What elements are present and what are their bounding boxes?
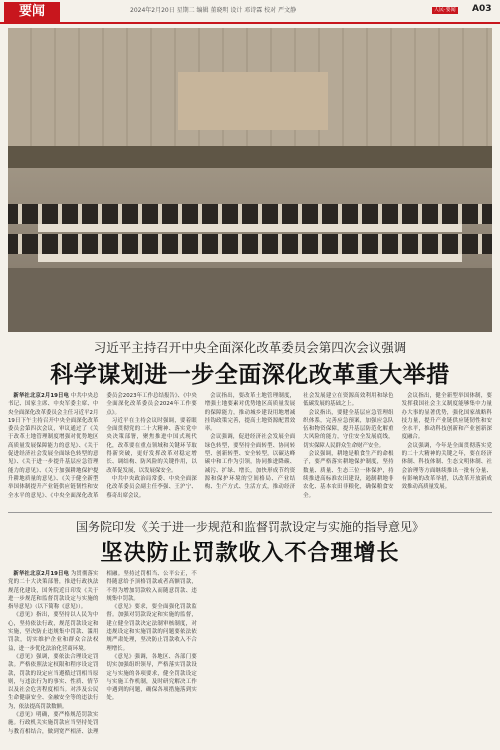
article2-kicker: 国务院印发《关于进一步规范和监督罚款设定与实施的指导意见》 <box>75 520 424 534</box>
article2-paragraph: 新华社北京2月19日电 为贯彻落实党的二十大决策部署，推进行政执法规范化建设，国务院近日印发《关于进一步规范和监督罚款设定与实施的指导意见》（以下简称《意见》）。 <box>8 571 99 611</box>
article1-paragraph: 会议指出，要改革土地管理制度，增强土地要素对优势地区高质量发展的保障能力，推动城乡建设用地增减挂钩政策完善，提高土地资源配置效率。 <box>204 393 296 433</box>
photo-dais <box>8 146 492 168</box>
photo-attendee-row <box>8 204 492 224</box>
article1-headline: 科学谋划进一步全面深化改革重大举措 <box>50 362 450 388</box>
article1-paragraph: 中共中央政治局常委、中央全面深化改革委员会副主任李强、王沪宁、蔡奇出席会议。 <box>106 475 197 499</box>
article2-paragraph: 《意见》强调，要依法合理设定罚款。严格依照法定权限和程序设定罚款，罚款的设定应当遵循过罚相当原则，与违法行为的事实、性质、情节以及社会危害程度相当。对涉及公民生命健康安全、金融安全等的违法行为，依法提高罚款数额。 <box>8 653 99 710</box>
article1-body <box>8 392 492 508</box>
section-tag: 要闻 <box>4 2 60 22</box>
photo-attendee-row <box>8 234 492 254</box>
article1-paragraph: 会议指出，健全新型举国体制，要发挥我国社会主义制度能够集中力量办大事的显著优势，强化国家战略科技力量，提升产业链供应链韧性和安全水平，推动科技创新和产业创新深度融合。 <box>401 393 492 441</box>
article1-paragraph: 会议强调，促进经济社会发展全面绿色转型，要坚持全面转型、协同转型、创新转型、安全转型，以碳达峰碳中和工作为引领，协同推进降碳、减污、扩绿、增长，加快形成节约资源和保护环境的空间格局、产业结构、生产方式、生活方式，推动经济社会发展建立在资源高效利用和绿色低碳发展的基础之上。 <box>204 393 394 491</box>
article1-kicker: 习近平主持召开中央全面深化改革委员会第四次会议强调 <box>93 340 407 355</box>
article1-paragraph: 习近平在主持会议时强调，要着眼全面贯彻党的二十大精神、落实党中央决策部署，聚焦推进中国式现代化，改革要在重点领域和关键环节取得新突破，更好发挥改革对稳定增长、调结构、防风险的关键作用，以改革促发展，以发展保安全。 <box>106 417 197 474</box>
article2-headline: 坚决防止罚款收入不合理增长 <box>100 541 400 566</box>
photo-floor <box>8 268 492 332</box>
article2-paragraph: 《意见》要求，要全面强化罚款监督。加强对罚款设定和实施的监督，建立健全罚款决定法制审核制度，对违规设定和实施罚款的问题要依法依规严肃处理，坚决防止罚款收入不合理增长。 <box>106 604 197 652</box>
section-divider <box>8 512 492 513</box>
article2-paragraph: 《意见》指出，要坚持以人民为中心，坚持依法行政，规范罚款设定和实施，坚决防止违规集中罚款、滥用罚款，切实维护企业和群众合法权益，进一步优化法治化营商环境。 <box>8 612 99 652</box>
article1-paragraph: 新华社北京2月19日电 中共中央总书记、国家主席、中央军委主席、中央全面深化改革委员会主任习近平2月19日下午主持召开中央全面深化改革委员会第四次会议，审议通过了《关于改革土地管理制度增强对优势地区高质量发展保障能力的意见》、《关于促进经济社会发展全面绿色转型的意见》、《关于进一步提升基层应急管理能力的意见》、《关于加强耕地保护提升耕地质量的意见》、《关于健全新型举国体制提升产业链供应链韧性和安全水平的意见》、《中央全面深化改革委员会2023年工作总结报告》、《中央全面深化改革委员会2024年工作要点》。 <box>8 393 197 499</box>
page-number: A03 <box>472 4 492 14</box>
article2-body <box>8 570 492 744</box>
article1-lead: 新华社北京2月19日电 <box>13 393 70 399</box>
photo-banner <box>178 72 328 130</box>
photo-table <box>38 254 462 262</box>
article2-paragraph: 《意见》强调，各地区、各部门要切实加强组织领导，严格落实罚款设定与实施的各项要求，健全罚款设定与实施工作机制，及时研究解决工作中遇到的问题，确保各项措施落到实处。 <box>106 653 197 702</box>
meeting-photo <box>8 28 492 332</box>
article1-paragraph: 会议强调，耕地是粮食生产的命根子，要严格落实耕地保护制度，坚持数量、质量、生态三位一体保护，持续推进高标准农田建设，遏制耕地非农化、基本农田非粮化，确保粮食安全。 <box>303 451 394 499</box>
photo-table <box>38 224 462 232</box>
article2-paragraph: 《意见》明确，要严格规范罚款实施。行政机关实施罚款应当坚持处罚与教育相结合，做到宽严相济、法理相融。坚持过罚相当、公平公正，不得随意给予顶格罚款或者高额罚款，不得为增加罚款收入而随意罚款、违规集中罚款。 <box>8 571 197 735</box>
page-masthead <box>0 0 500 24</box>
article2-lead: 新华社北京2月19日电 <box>13 571 70 577</box>
article1-paragraph: 会议指出，要健全基层应急管理组织体系，完善应急预案，加强应急队伍和物资保障，提升基层防范化解重大风险的能力，守住安全发展底线，切实保障人民群众生命财产安全。 <box>303 409 394 449</box>
dateline: 2024年2月20日 星期二 编辑 董晓明 设计 邓诗霖 校对 严文静 <box>130 7 297 14</box>
article1-paragraph: 会议强调，今年是全面贯彻落实党的二十大精神的关键之年，要在经济体制、科技体制、生态文明体制、社会治理等方面继续推出一批有分量、有影响的改革举措，以改革开放新成效推动高质量发展。 <box>401 442 492 491</box>
editor-badge: 人民·要闻 <box>434 7 456 13</box>
